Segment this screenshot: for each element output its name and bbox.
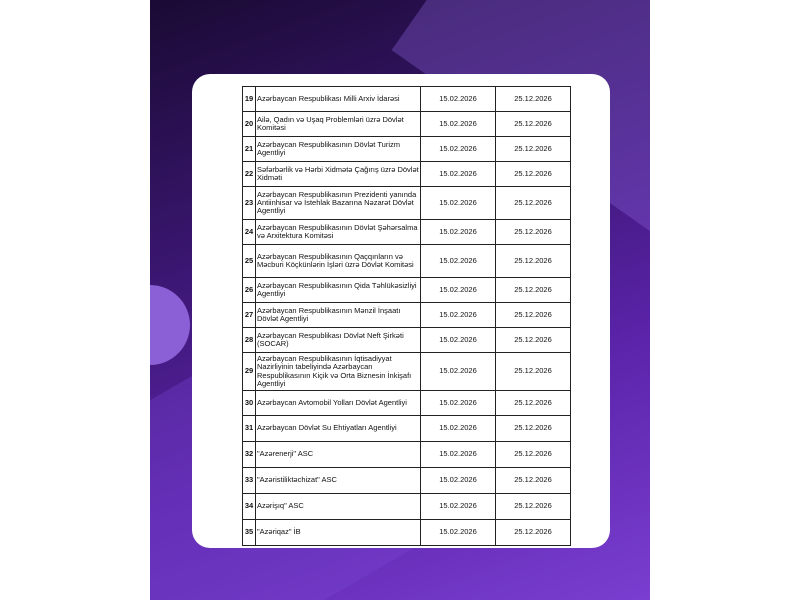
- agency-name: "Azərenerji" ASC: [256, 442, 421, 468]
- row-number: 26: [243, 278, 256, 303]
- table-row: [243, 162, 571, 187]
- end-date: 25.12.2026: [496, 391, 571, 416]
- row-number: 27: [243, 303, 256, 328]
- end-date: 25.12.2026: [496, 245, 571, 278]
- background-circle-shape: [150, 285, 190, 365]
- start-date: 15.02.2026: [421, 162, 496, 187]
- row-number: 28: [243, 328, 256, 353]
- agency-name: Azərbaycan Avtomobil Yolları Dövlət Agentliyi: [256, 391, 421, 416]
- table-row: [243, 416, 571, 442]
- agency-name: Azərbaycan Respublikasının Qaçqınların və Məcburi Köçkünlərin İşləri üzrə Dövlət Komitəsi: [256, 245, 421, 278]
- agency-name: Azərbaycan Respublikasının Qida Təhlükəsizliyi Agentliyi: [256, 278, 421, 303]
- end-date: 25.12.2026: [496, 162, 571, 187]
- row-number: 34: [243, 494, 256, 520]
- start-date: 15.02.2026: [421, 494, 496, 520]
- table-row: [243, 278, 571, 303]
- end-date: 25.12.2026: [496, 353, 571, 391]
- start-date: 15.02.2026: [421, 520, 496, 546]
- row-number: 20: [243, 112, 256, 137]
- document-card: [192, 74, 610, 548]
- end-date: 25.12.2026: [496, 494, 571, 520]
- agency-name: Azərişıq" ASC: [256, 494, 421, 520]
- start-date: 15.02.2026: [421, 391, 496, 416]
- row-number: 22: [243, 162, 256, 187]
- table-row: [243, 220, 571, 245]
- table-row: [243, 187, 571, 220]
- start-date: 15.02.2026: [421, 416, 496, 442]
- agency-name: Azərbaycan Respublikasının Dövlət Şəhərsalma və Arxitektura Komitəsi: [256, 220, 421, 245]
- start-date: 15.02.2026: [421, 245, 496, 278]
- agency-name: Azərbaycan Respublikası Milli Arxiv İdarəsi: [256, 87, 421, 112]
- start-date: 15.02.2026: [421, 112, 496, 137]
- table-row: [243, 112, 571, 137]
- start-date: 15.02.2026: [421, 328, 496, 353]
- end-date: 25.12.2026: [496, 137, 571, 162]
- start-date: 15.02.2026: [421, 187, 496, 220]
- row-number: 30: [243, 391, 256, 416]
- row-number: 35: [243, 520, 256, 546]
- table-row: [243, 442, 571, 468]
- agency-name: Azərbaycan Respublikasının Dövlət Turizm Agentliyi: [256, 137, 421, 162]
- table-row: [243, 137, 571, 162]
- row-number: 33: [243, 468, 256, 494]
- row-number: 24: [243, 220, 256, 245]
- end-date: 25.12.2026: [496, 187, 571, 220]
- row-number: 29: [243, 353, 256, 391]
- agency-name: "Azəriqaz" İB: [256, 520, 421, 546]
- start-date: 15.02.2026: [421, 303, 496, 328]
- table-row: [243, 494, 571, 520]
- end-date: 25.12.2026: [496, 278, 571, 303]
- agency-name: Azərbaycan Respublikasının Prezidenti yanında Antiinhisar və İstehlak Bazarına Nəzarət Dövlət Agentliyi: [256, 187, 421, 220]
- agency-name: Səfərbərlik və Hərbi Xidmətə Çağırış üzrə Dövlət Xidməti: [256, 162, 421, 187]
- start-date: 15.02.2026: [421, 87, 496, 112]
- end-date: 25.12.2026: [496, 303, 571, 328]
- row-number: 21: [243, 137, 256, 162]
- start-date: 15.02.2026: [421, 220, 496, 245]
- end-date: 25.12.2026: [496, 220, 571, 245]
- start-date: 15.02.2026: [421, 137, 496, 162]
- table-row: [243, 303, 571, 328]
- agency-name: Azərbaycan Respublikasının İqtisadiyyat Nazirliyinin tabeliyində Azərbaycan Respublikasının Kiçik və Orta Biznesin İnkişafı Agentliyi: [256, 353, 421, 391]
- end-date: 25.12.2026: [496, 520, 571, 546]
- table-row: [243, 353, 571, 391]
- agency-name: Azərbaycan Respublikası Dövlət Neft Şirkəti (SOCAR): [256, 328, 421, 353]
- agency-name: "Azəristiliktəchizat" ASC: [256, 468, 421, 494]
- end-date: 25.12.2026: [496, 468, 571, 494]
- end-date: 25.12.2026: [496, 416, 571, 442]
- row-number: 31: [243, 416, 256, 442]
- end-date: 25.12.2026: [496, 442, 571, 468]
- start-date: 15.02.2026: [421, 353, 496, 391]
- end-date: 25.12.2026: [496, 112, 571, 137]
- start-date: 15.02.2026: [421, 442, 496, 468]
- row-number: 23: [243, 187, 256, 220]
- table-row: [243, 520, 571, 546]
- agency-name: Azərbaycan Respublikasının Mənzil İnşaatı Dövlət Agentliyi: [256, 303, 421, 328]
- row-number: 19: [243, 87, 256, 112]
- table-row: [243, 391, 571, 416]
- start-date: 15.02.2026: [421, 278, 496, 303]
- end-date: 25.12.2026: [496, 328, 571, 353]
- agency-name: Ailə, Qadın və Uşaq Problemləri üzrə Dövlət Komitəsi: [256, 112, 421, 137]
- row-number: 25: [243, 245, 256, 278]
- agency-name: Azərbaycan Dövlət Su Ehtiyatları Agentliyi: [256, 416, 421, 442]
- table-row: [243, 468, 571, 494]
- table-row: [243, 87, 571, 112]
- end-date: 25.12.2026: [496, 87, 571, 112]
- table-row: [243, 328, 571, 353]
- table-row: [243, 245, 571, 278]
- agency-deadline-table: [242, 86, 571, 546]
- start-date: 15.02.2026: [421, 468, 496, 494]
- row-number: 32: [243, 442, 256, 468]
